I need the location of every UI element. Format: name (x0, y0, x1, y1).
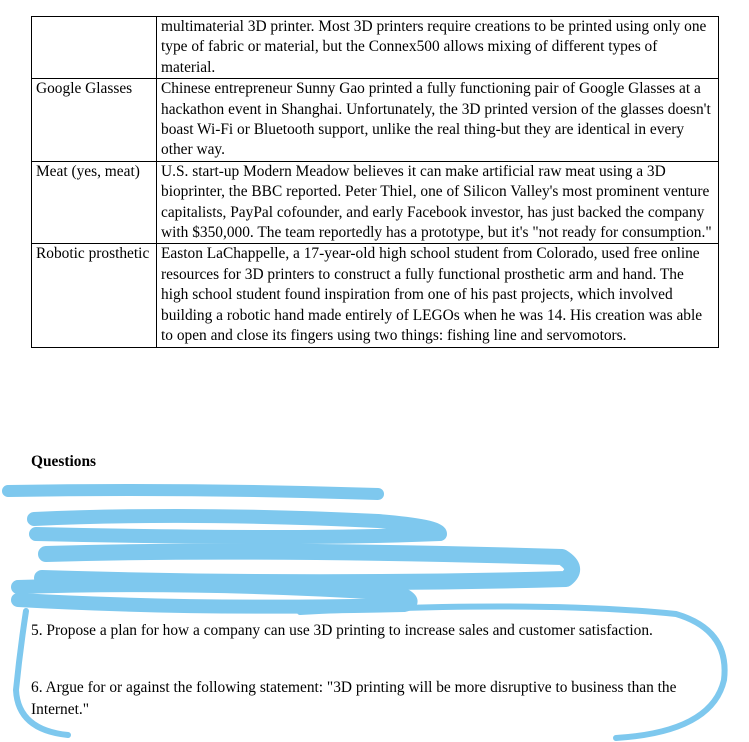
row-label: Google Glasses (32, 79, 157, 162)
scribble-stroke (42, 552, 572, 583)
row-description: U.S. start-up Modern Meadow believes it can make artificial raw meat using a 3D bioprinter, the BBC reported. Peter Thiel, one of Silicon Valley's most prominent venture capitalists, PayPal cofounder, and early Facebook investor, has just backed the company with $350,000. The team reportedly has a prototype, but it's "not ready for consumption." (157, 161, 719, 244)
question-6: 6. Argue for or against the following statement: "3D printing will be more disruptive to business than the Internet." (31, 679, 677, 718)
table-row (32, 79, 719, 162)
scribble-stroke (8, 490, 378, 494)
scribble-stroke (34, 516, 440, 537)
questions-heading: Questions (31, 453, 96, 470)
row-description: Easton LaChappelle, a 17-year-old high school student from Colorado, used free online resources for 3D printers to construct a fully functional prosthetic arm and hand. The high school student found inspiration from one of his past projects, which involved building a robotic hand made entirely of LEGOs when he was 14. His creation was able to open and close its fingers using two things: fishing line and servomotors. (157, 244, 719, 347)
row-description: multimaterial 3D printer. Most 3D printers require creations to be printed using only one type of fabric or material, but the Connex500 allows mixing of different types of material. (157, 17, 719, 79)
scribble-stroke (18, 585, 411, 607)
examples-table (31, 16, 719, 348)
table-row (32, 161, 719, 244)
row-label (32, 17, 157, 79)
row-label: Meat (yes, meat) (32, 161, 157, 244)
table-row (32, 17, 719, 79)
row-description: Chinese entrepreneur Sunny Gao printed a fully functioning pair of Google Glasses at a hackathon event in Shanghai. Unfortunately, the 3D printed version of the glasses doesn't boast Wi-Fi or Bluetooth support, unlike the real thing-but they are identical in every other way. (157, 79, 719, 162)
row-label: Robotic prosthetic (32, 244, 157, 347)
table-row (32, 244, 719, 347)
question-5: 5. Propose a plan for how a company can use 3D printing to increase sales and customer satisfaction. (31, 622, 653, 639)
